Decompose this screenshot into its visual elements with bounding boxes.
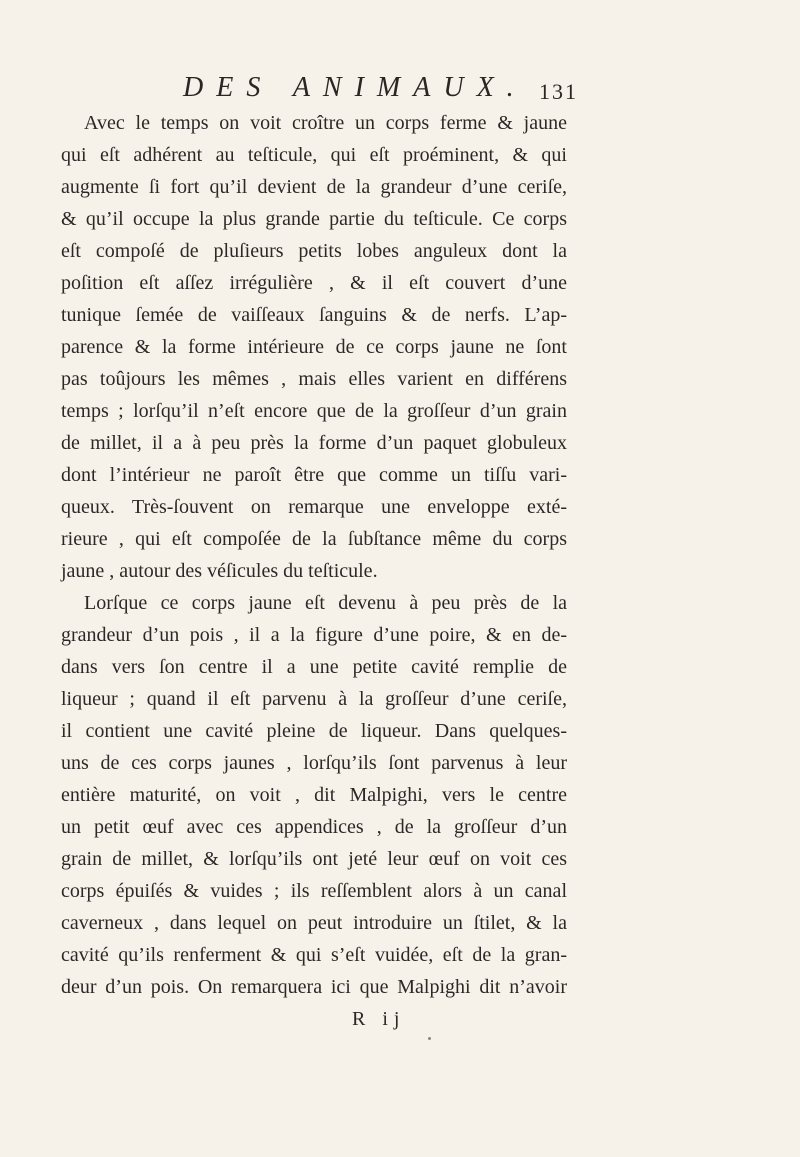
text-line: jaune , autour des véſicules du teſticule. [61,560,378,582]
text-line: de millet, il a à peu près la forme d’un paquet globuleux [61,432,567,454]
body-text [61,107,567,1003]
text-line: queux. Très-ſouvent on remarque une enveloppe exté- [61,496,567,518]
text-line: Lorſque ce corps jaune eſt devenu à peu près de la [84,592,567,614]
text-line: dont l’intérieur ne paroît être que comme un tiſſu vari- [61,464,567,486]
text-line: deur d’un pois. On remarquera ici que Malpighi dit n’avoir [61,976,567,998]
text-line: Avec le temps on voit croître un corps ferme & jaune [84,112,567,134]
text-line: temps ; lorſqu’il n’eſt encore que de la groſſeur d’un grain [61,400,567,422]
text-line: parence & la forme intérieure de ce corps jaune ne ſont [61,336,567,358]
text-line: eſt compoſé de pluſieurs petits lobes anguleux dont la [61,240,567,262]
running-head [183,72,578,108]
text-line: qui eſt adhérent au teſticule, qui eſt proéminent, & qui [61,144,567,166]
text-line: caverneux , dans lequel on peut introduire un ſtilet, & la [61,912,567,934]
text-line: cavité qu’ils renferment & qui s’eſt vuidée, eſt de la gran- [61,944,567,966]
running-title: DES ANIMAUX. [183,72,527,103]
text-line: grain de millet, & lorſqu’ils ont jeté leur œuf on voit ces [61,848,567,870]
paper-speck [428,1037,431,1040]
text-line: augmente ſi fort qu’il devient de la grandeur d’une ceriſe, [61,176,567,198]
text-line: pas toûjours les mêmes , mais elles varient en différens [61,368,567,390]
text-line: entière maturité, on voit , dit Malpighi, vers le centre [61,784,567,806]
text-line: grandeur d’un pois , il a la figure d’une poire, & en de- [61,624,567,646]
text-line: rieure , qui eſt compoſée de la ſubſtance même du corps [61,528,567,550]
text-line: & qu’il occupe la plus grande partie du teſticule. Ce corps [61,208,567,230]
signature-mark: R ij [352,1008,406,1030]
text-line: un petit œuf avec ces appendices , de la groſſeur d’un [61,816,567,838]
text-line: uns de ces corps jaunes , lorſqu’ils ſont parvenus à leur [61,752,567,774]
text-line: il contient une cavité pleine de liqueur. Dans quelques- [61,720,567,742]
page-number: 131 [539,79,578,104]
text-line: liqueur ; quand il eſt parvenu à la groſſeur d’une ceriſe, [61,688,567,710]
text-line: tunique ſemée de vaiſſeaux ſanguins & de nerfs. L’ap- [61,304,567,326]
text-line: corps épuiſés & vuides ; ils reſſemblent alors à un canal [61,880,567,902]
text-line: poſition eſt aſſez irrégulière , & il eſt couvert d’une [61,272,567,294]
text-line: dans vers ſon centre il a une petite cavité remplie de [61,656,567,678]
